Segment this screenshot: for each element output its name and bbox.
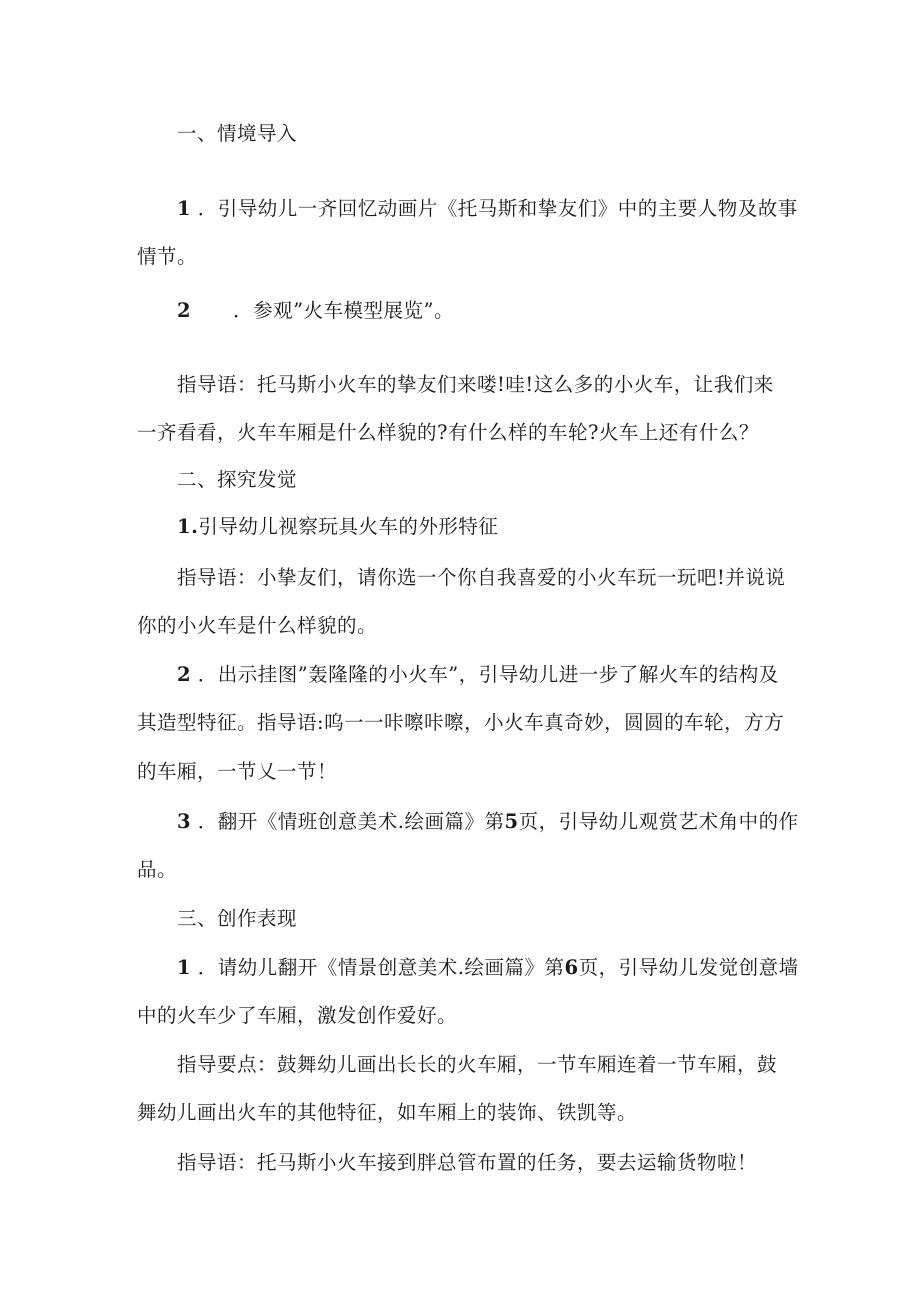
item-number: 1 <box>177 197 192 220</box>
paragraph-text: 托马斯小火车接到胖总管布置的任务，要去运输货物啦！ <box>257 1151 758 1174</box>
guide-label: 指导语： <box>177 566 258 589</box>
paragraph-text: 页，引导幼儿发觉创意墙 <box>578 956 799 979</box>
paragraph-1-2 <box>177 298 837 324</box>
paragraph-3-1-line-1 <box>177 955 837 981</box>
paragraph-text: 鼓舞幼儿画出长长的火车厢，一节车厢连着一节车厢，鼓 <box>277 1053 778 1076</box>
item-number: 2 <box>177 299 192 322</box>
guide-label: 指导要点： <box>177 1053 278 1076</box>
paragraph-3-3 <box>177 1150 837 1176</box>
paragraph-1-1-line-1 <box>177 196 837 222</box>
paragraph-1-1-line-2: 情节。 <box>137 245 198 268</box>
paragraph-2-2-line-2: 你的小火车是什么样貌的。 <box>137 614 378 637</box>
page-number: 6 <box>564 956 579 979</box>
paragraph-text: 页，引导幼儿观赏艺术角中的作 <box>518 810 799 833</box>
section-heading-1: 一、情境导入 <box>177 122 298 145</box>
paragraph-2-3-line-1 <box>177 662 837 688</box>
item-number: 3 <box>177 810 192 833</box>
paragraph-text: ．请幼儿翻开《情景创意美术.绘画篇》第 <box>197 956 565 979</box>
item-number: 1. <box>177 515 199 538</box>
paragraph-text: ．参观”火车模型展览”。 <box>233 299 455 322</box>
item-number: 2 <box>177 663 192 686</box>
page-number: 5 <box>504 810 519 833</box>
paragraph-1-3-line-2: 一齐看看，火车车厢是什么样貌的?有什么样的车轮?火车上还有什么？ <box>137 421 759 444</box>
section-heading-2: 二、探究发觉 <box>177 468 298 491</box>
paragraph-text: ．翻开《情班创意美术.绘画篇》第 <box>197 810 505 833</box>
paragraph-text: ．出示挂图”轰隆隆的小火车”，引导幼儿进一步了解火车的结构及 <box>197 663 779 686</box>
paragraph-text: 小挚友们，请你选一个你自我喜爱的小火车玩一玩吧!并说说 <box>257 566 786 589</box>
paragraph-3-2-line-2: 舞幼儿画出火车的其他特征，如车厢上的装饰、铁凯等。 <box>137 1101 638 1124</box>
paragraph-text: 托马斯小火车的挚友们来喽!哇!这么多的小火车，让我们来 <box>257 373 774 396</box>
paragraph-3-1-line-2: 中的火车少了车厢，激发创作爱好。 <box>137 1004 458 1027</box>
paragraph-2-4-line-2: 品。 <box>137 858 178 881</box>
paragraph-2-1 <box>177 514 837 540</box>
paragraph-2-3-line-3: 的车厢，一节乂一节！ <box>137 760 338 783</box>
paragraph-2-4-line-1 <box>177 809 837 835</box>
guide-label: 指导语： <box>177 1151 258 1174</box>
section-heading-3: 三、创作表现 <box>177 907 298 930</box>
paragraph-2-2-line-1 <box>177 565 837 591</box>
item-number: 1 <box>177 956 192 979</box>
paragraph-3-2-line-1 <box>177 1052 837 1078</box>
guide-label: 指导语： <box>177 373 258 396</box>
paragraph-1-3-line-1 <box>177 372 837 398</box>
paragraph-text: ．引导幼儿一齐回忆动画片《托马斯和挚友们》中的主要人物及故事 <box>197 197 798 220</box>
paragraph-2-3-line-2: 其造型特征。指导语:呜一一咔嚓咔嚓，小火车真奇妙，圆圆的车轮，方方 <box>137 711 785 734</box>
paragraph-text: 引导幼儿视察玩具火车的外形特征 <box>198 515 499 538</box>
